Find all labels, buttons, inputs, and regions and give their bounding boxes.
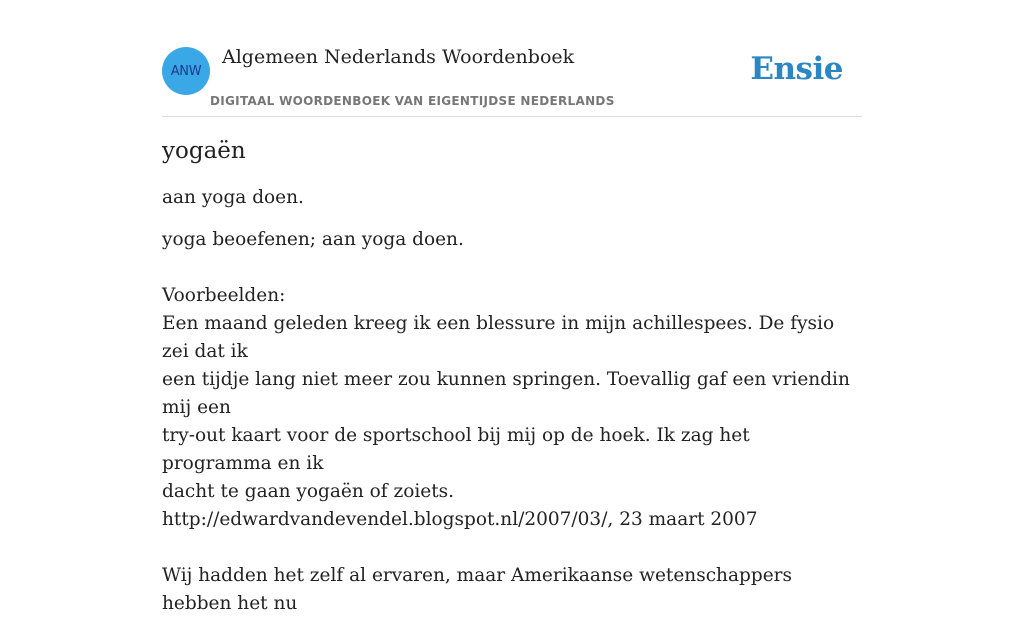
anw-logo-text: ANW [170, 63, 202, 79]
example-line: dacht te gaan yogaën of zoiets. [162, 481, 455, 502]
example-line: Een maand geleden kreeg ik een blessure in mijn achillespees. De fysio zei dat ik [162, 313, 835, 362]
examples-label: Voorbeelden: [162, 285, 286, 306]
entry-headword: yogaën [162, 138, 246, 164]
anw-logo[interactable] [162, 47, 210, 95]
spacer [162, 534, 862, 562]
definition-text: yoga beoefenen; aan yoga doen. [162, 229, 464, 250]
ensie-brand-link[interactable]: Ensie [750, 51, 843, 87]
example-line: try-out kaart voor de sportschool bij mij op de hoek. Ik zag het programma en ik [162, 425, 750, 474]
site-subtitle: DIGITAAL WOORDENBOEK VAN EIGENTIJDSE NEDERLANDS [210, 94, 615, 108]
example-line: een tijdje lang niet meer zou kunnen springen. Toevallig gaf een vriendin mij een [162, 369, 850, 418]
entry-body [162, 226, 862, 618]
site-title[interactable]: Algemeen Nederlands Woordenboek [222, 46, 575, 68]
short-definition: aan yoga doen. [162, 187, 304, 208]
spacer [162, 254, 862, 282]
site-header [162, 0, 862, 117]
entry-content [162, 138, 862, 618]
example-line: Wij hadden het zelf al ervaren, maar Amerikaanse wetenschappers hebben het nu [162, 565, 792, 614]
example-source: http://edwardvandevendel.blogspot.nl/2007/03/, 23 maart 2007 [162, 509, 758, 530]
